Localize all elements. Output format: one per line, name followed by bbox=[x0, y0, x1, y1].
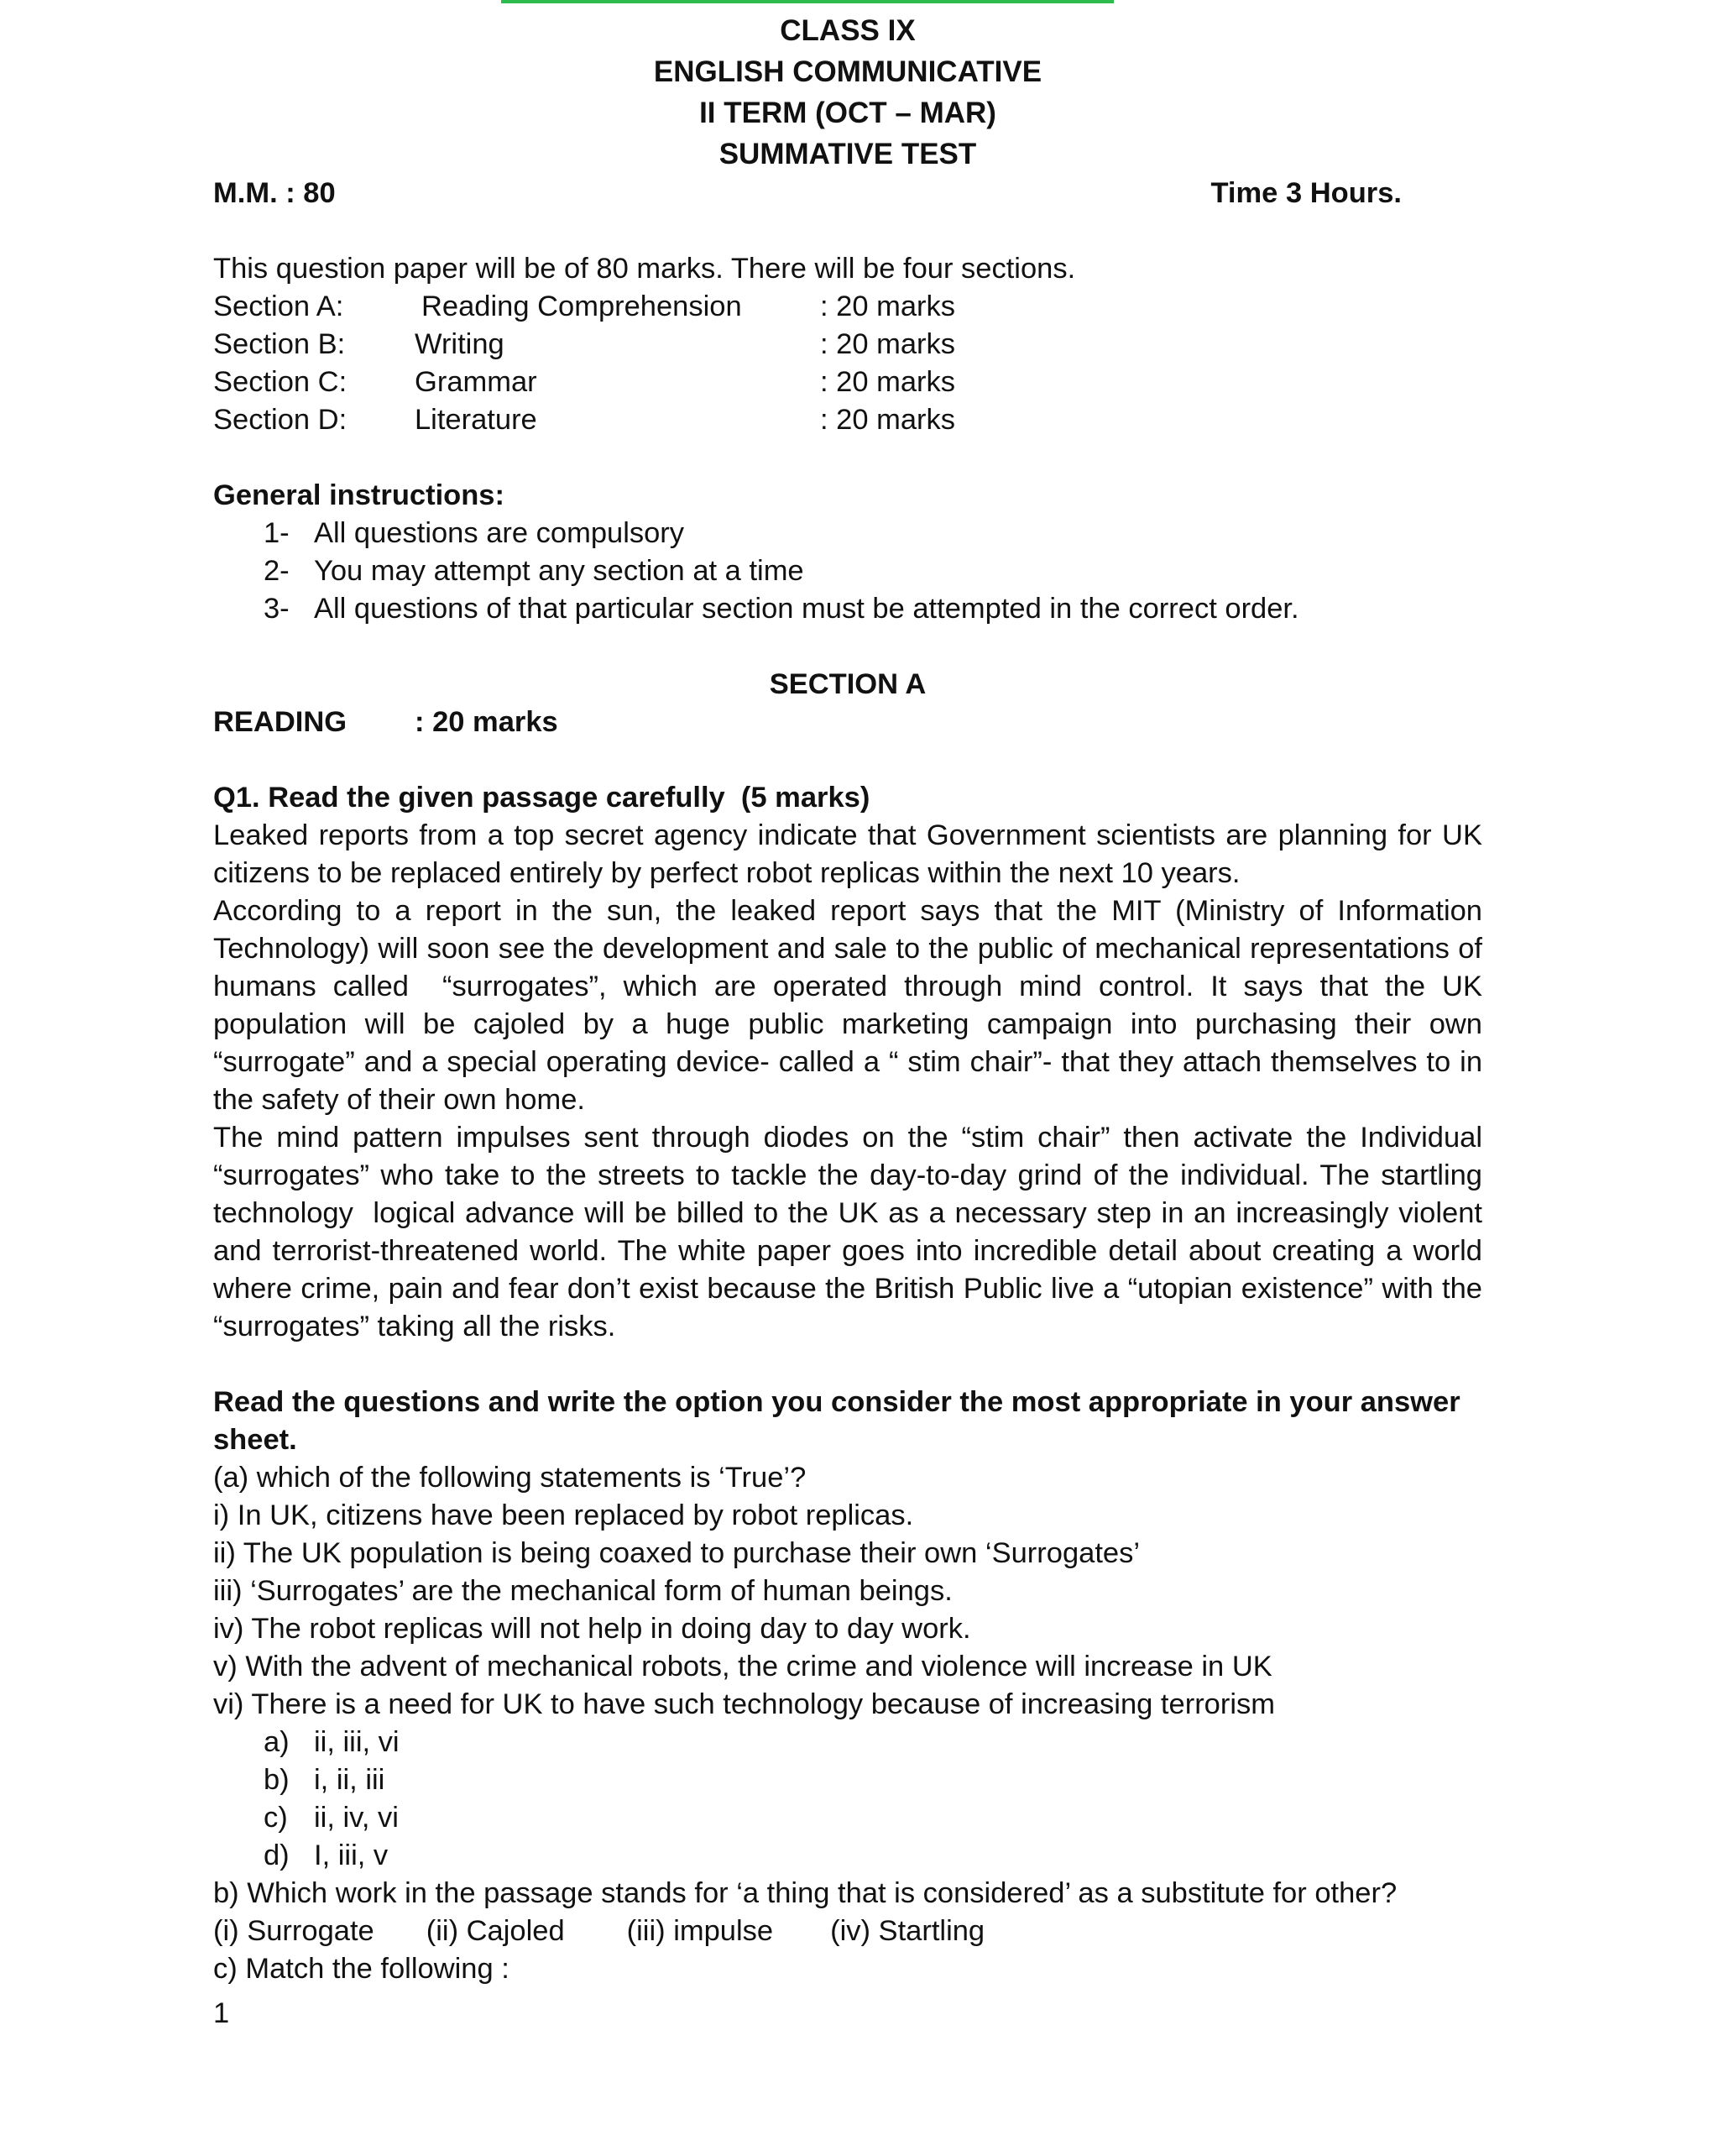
section-marks: : 20 marks bbox=[820, 404, 956, 436]
section-row bbox=[213, 401, 1482, 439]
instruction-number: 3- bbox=[264, 593, 290, 625]
question-b-option: (ii) Cajoled bbox=[426, 1915, 565, 1947]
instruction-item bbox=[264, 552, 1482, 590]
instructions-heading: General instructions: bbox=[213, 479, 504, 511]
statement-item: vi) There is a need for UK to have such technology because of increasing terrorism bbox=[213, 1688, 1276, 1720]
top-green-rule bbox=[501, 0, 1114, 3]
term-title: II TERM (OCT – MAR) bbox=[699, 97, 996, 129]
option-letter: a) bbox=[264, 1726, 290, 1758]
statement-item: i) In UK, citizens have been replaced by robot replicas. bbox=[213, 1499, 914, 1531]
section-label: Section B: bbox=[213, 328, 346, 360]
option-text: ii, iii, vi bbox=[314, 1726, 400, 1758]
option-letter: d) bbox=[264, 1839, 290, 1871]
answer-option bbox=[264, 1724, 1482, 1761]
instruction-text: All questions of that particular section must be attempted in the correct order. bbox=[314, 593, 1299, 625]
subject-title: ENGLISH COMMUNICATIVE bbox=[653, 55, 1042, 88]
question-b-option: (i) Surrogate bbox=[213, 1915, 374, 1947]
statement-item: v) With the advent of mechanical robots, the crime and violence will increase in UK bbox=[213, 1651, 1272, 1682]
question-b-options bbox=[213, 1913, 1482, 1950]
instruction-text: You may attempt any section at a time bbox=[314, 555, 804, 587]
instruction-item bbox=[264, 590, 1482, 628]
section-marks: : 20 marks bbox=[820, 328, 956, 360]
page-number: 1 bbox=[213, 1997, 230, 2029]
instruction-number: 2- bbox=[264, 555, 290, 587]
sections-table bbox=[213, 288, 1482, 439]
passage-paragraph: Leaked reports from a top secret agency indicate that Government scientists are planning for UK citizens to be replaced entirely by perfect robot replicas within the next 10 years. bbox=[213, 819, 1491, 889]
option-letter: c) bbox=[264, 1802, 288, 1834]
question-paper-page bbox=[213, 10, 1491, 2033]
section-name: Grammar bbox=[415, 366, 537, 398]
time-allowed: Time 3 Hours. bbox=[1210, 177, 1402, 209]
intro-text: This question paper will be of 80 marks. There will be four sections. bbox=[213, 253, 1076, 285]
answer-instruction: Read the questions and write the option you consider the most appropriate in your answer sheet. bbox=[213, 1386, 1460, 1456]
instruction-number: 1- bbox=[264, 517, 290, 549]
reading-marks: : 20 marks bbox=[415, 706, 558, 738]
section-label: Section A: bbox=[213, 290, 344, 322]
instructions-list bbox=[213, 515, 1482, 628]
section-name: Reading Comprehension bbox=[421, 290, 742, 322]
question-a-stem: (a) which of the following statements is ‘True’? bbox=[213, 1462, 807, 1494]
passage-paragraph: According to a report in the sun, the leaked report says that the MIT (Ministry of Information Technology) will soon see the development and sale to the public of mechanical representations of humans called “surrogates”, which are operated through mind control. It says that the UK population will be cajoled by a huge public marketing campaign into purchasing their own “surrogate” and a special operating device- called a “ stim chair”- that they attach themselves to in the safety of their own home. bbox=[213, 895, 1491, 1116]
instruction-text: All questions are compulsory bbox=[314, 517, 685, 549]
statement-item: iii) ‘Surrogates’ are the mechanical form of human beings. bbox=[213, 1575, 953, 1607]
passage-paragraph: The mind pattern impulses sent through diodes on the “stim chair” then activate the Individual “surrogates” who take to the streets to tackle the day-to-day grind of the individual. The startling technology logical advance will be billed to the UK as a necessary step in an increasingly violent and terrorist-threatened world. The white paper goes into incredible detail about creating a world where crime, pain and fear don’t exist because the British Public live a “utopian existence” with the “surrogates” taking all the risks. bbox=[213, 1122, 1491, 1342]
reading-row bbox=[213, 704, 1482, 741]
section-row bbox=[213, 364, 1482, 401]
section-a-title: SECTION A bbox=[769, 668, 927, 700]
question-c-stem: c) Match the following : bbox=[213, 1953, 509, 1985]
section-label: Section D: bbox=[213, 404, 347, 436]
option-text: ii, iv, vi bbox=[314, 1802, 399, 1834]
section-marks: : 20 marks bbox=[820, 366, 956, 398]
class-title: CLASS IX bbox=[780, 14, 916, 47]
section-name: Literature bbox=[415, 404, 537, 436]
test-title: SUMMATIVE TEST bbox=[718, 138, 977, 170]
statement-item: iv) The robot replicas will not help in doing day to day work. bbox=[213, 1613, 971, 1645]
question-b-option: (iv) Startling bbox=[830, 1915, 985, 1947]
answer-option bbox=[264, 1837, 1482, 1875]
answer-option bbox=[264, 1761, 1482, 1799]
answer-options-list bbox=[213, 1724, 1482, 1875]
instruction-item bbox=[264, 515, 1482, 552]
question-b-stem: b) Which work in the passage stands for ‘a thing that is considered’ as a substitute for other? bbox=[213, 1877, 1398, 1909]
option-letter: b) bbox=[264, 1764, 290, 1796]
option-text: i, ii, iii bbox=[314, 1764, 385, 1796]
section-name: Writing bbox=[415, 328, 504, 360]
q1-heading: Q1. Read the given passage carefully (5 marks) bbox=[213, 782, 870, 814]
section-row bbox=[213, 288, 1482, 326]
max-marks: M.M. : 80 bbox=[213, 177, 336, 209]
marks-time-row bbox=[213, 175, 1482, 212]
question-b-option: (iii) impulse bbox=[626, 1915, 774, 1947]
statement-item: ii) The UK population is being coaxed to purchase their own ‘Surrogates’ bbox=[213, 1537, 1140, 1569]
section-label: Section C: bbox=[213, 366, 347, 398]
section-marks: : 20 marks bbox=[820, 290, 956, 322]
answer-option bbox=[264, 1799, 1482, 1837]
reading-label: READING bbox=[213, 706, 347, 738]
section-row bbox=[213, 326, 1482, 364]
option-text: I, iii, v bbox=[314, 1839, 389, 1871]
